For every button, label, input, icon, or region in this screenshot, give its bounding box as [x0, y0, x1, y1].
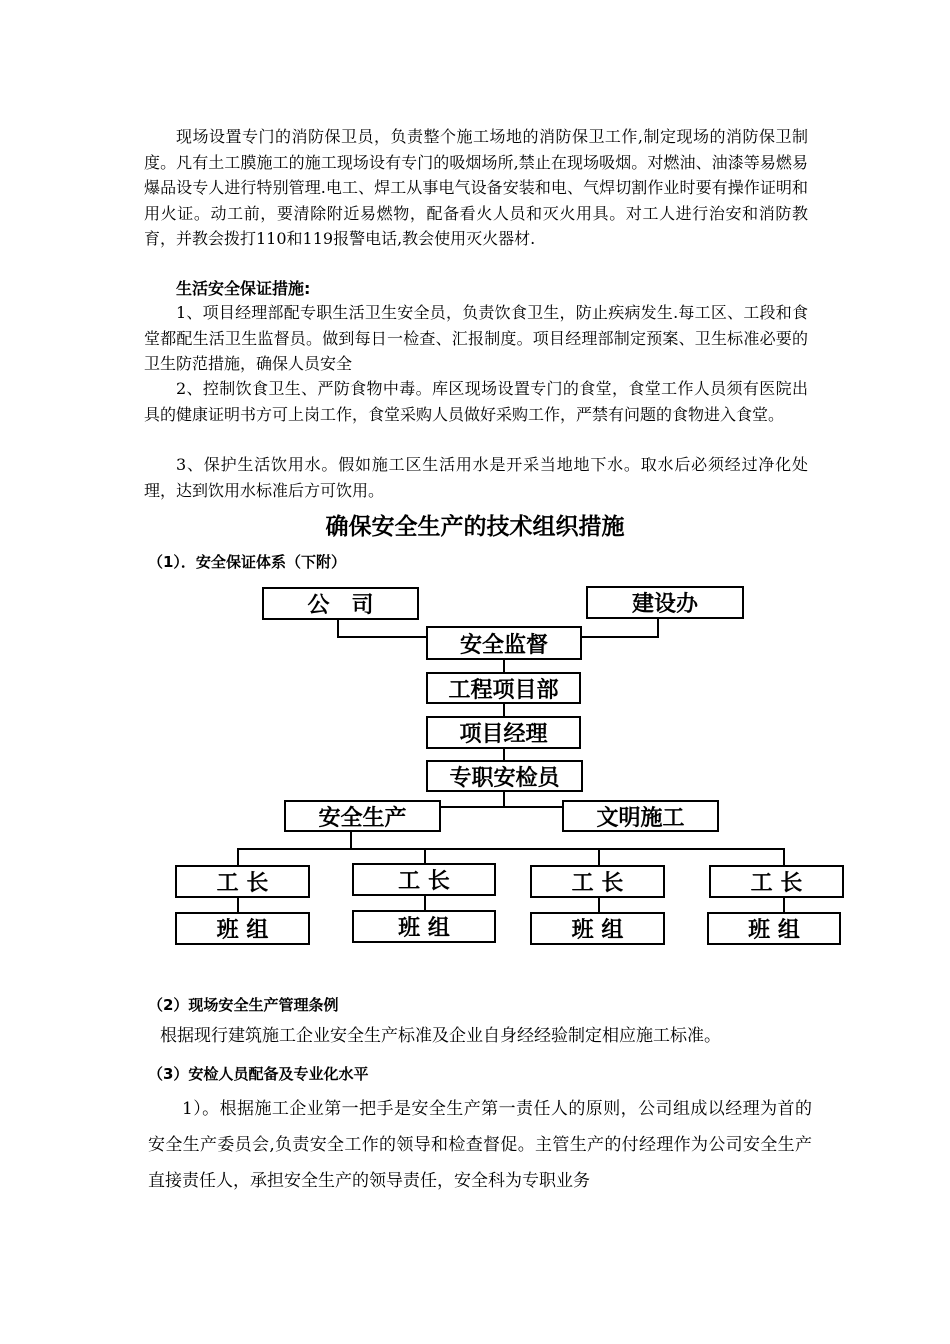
life-safety-item-1: 1、项目经理部配专职生活卫生安全员，负责饮食卫生，防止疾病发生.每工区、工段和食堂都配生活卫生监督员。做到每日一检查、汇报制度。项目经理部制定预案、卫生标准必要的卫生防范措施，确保人员安全: [144, 303, 808, 373]
org-box-foreman: 工 长: [530, 865, 665, 898]
connector-line: [424, 848, 426, 864]
org-box-team: 班 组: [352, 910, 496, 943]
connector-line: [350, 830, 352, 850]
org-box-team: 班 组: [175, 912, 310, 945]
org-box-foreman: 工 长: [175, 865, 310, 898]
section-2-label: （2）现场安全生产管理条例: [148, 996, 339, 1014]
org-box-civilized-construction: 文明施工: [562, 800, 719, 832]
section-title: 确保安全生产的技术组织措施: [325, 514, 625, 540]
connector-line: [503, 748, 505, 762]
org-box-foreman: 工 长: [709, 865, 844, 898]
org-box-foreman: 工 长: [352, 863, 496, 896]
section-2-text: 根据现行建筑施工企业安全生产标准及企业自身经经验制定相应施工标准。: [160, 1026, 721, 1046]
connector-line: [337, 618, 339, 638]
org-box-safety-inspector: 专职安检员: [426, 760, 583, 792]
org-box-team: 班 组: [707, 912, 841, 945]
connector-line: [503, 790, 505, 806]
life-safety-item-3: 3、保护生活饮用水。假如施工区生活用水是开采当地地下水。取水后必须经过净化处理，达到饮用水标准后方可饮用。: [144, 455, 808, 500]
section-3-text: 1）。根据施工企业第一把手是安全生产第一责任人的原则，公司组成以经理为首的安全生产委员会,负责安全工作的领导和检查督促。主管生产的付经理作为公司安全生产直接责任人，承担安全生产的领导责任，安全科为专职业务: [148, 1099, 812, 1191]
connector-line: [503, 658, 505, 674]
org-box-team: 班 组: [530, 912, 665, 945]
connector-line: [783, 896, 785, 914]
section-3-label: （3）安检人员配备及专业化水平: [148, 1065, 369, 1083]
org-box-safety-supervision: 安全监督: [426, 626, 582, 660]
org-box-construction-office: 建设办: [586, 586, 744, 619]
connector-line: [237, 896, 239, 914]
connector-line: [237, 848, 785, 850]
connector-line: [438, 806, 562, 808]
section-1-label: （1）．安全保证体系（下附）: [148, 553, 346, 571]
connector-line: [598, 896, 600, 914]
connector-line: [581, 636, 659, 638]
connector-line: [657, 617, 659, 638]
org-box-project-department: 工程项目部: [426, 672, 581, 704]
fire-safety-paragraph: 现场设置专门的消防保卫员，负责整个施工场地的消防保卫工作,制定现场的消防保卫制度。凡有土工膜施工的施工现场设有专门的吸烟场所,禁止在现场吸烟。对燃油、油漆等易燃易爆品设专人进行特别管理.电工、焊工从事电气设备安装和电、气焊切割作业时要有操作证明和用火证。动工前，要清除附近易燃物，配备看火人员和灭火用具。对工人进行治安和消防教育，并教会拨打110和119报警电话,教会使用灭火器材.: [144, 127, 808, 248]
life-safety-heading: 生活安全保证措施:: [176, 279, 311, 298]
life-safety-item-2: 2、控制饮食卫生、严防食物中毒。库区现场设置专门的食堂，食堂工作人员须有医院出具的健康证明书方可上岗工作，食堂采购人员做好采购工作，严禁有问题的食物进入食堂。: [144, 379, 808, 424]
org-box-safe-production: 安全生产: [284, 800, 441, 832]
org-box-company: 公 司: [262, 587, 419, 620]
org-box-project-manager: 项目经理: [426, 716, 581, 749]
connector-line: [598, 848, 600, 866]
connector-line: [503, 702, 505, 718]
connector-line: [783, 848, 785, 866]
connector-line: [337, 636, 428, 638]
connector-line: [237, 848, 239, 866]
connector-line: [424, 894, 426, 912]
